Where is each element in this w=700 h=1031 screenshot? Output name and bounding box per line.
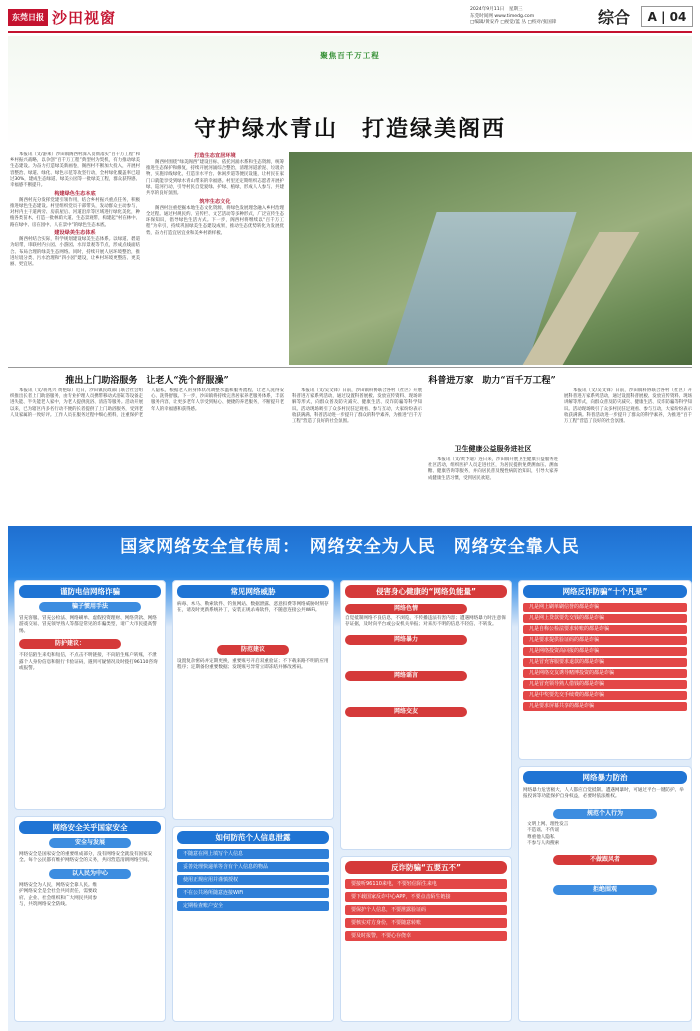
site-url[interactable]: 东莞时间网 www.timedg.com — [470, 13, 535, 19]
panel-title: 网络反诈防骗“十个凡是” — [523, 585, 687, 598]
five-dos-list — [345, 879, 507, 941]
section-label: 综合 — [598, 8, 631, 27]
page-title: 沙田视窗 — [52, 8, 117, 27]
panel-subtitle: 不做跟风者 — [553, 855, 657, 865]
article-body — [292, 388, 422, 520]
section-body: 阁西村结合实际，科学规划建设绿美生态体系。以绿道、碧道为纽带，串联村内公园、小游园、水岸景观等节点，形成点线面结合、布局合理的绿美生态网络。同时，持续开展人居环境整治，推进垃圾分类、污水治理和“四小园”建设，让乡村环境更整洁、更美丽、更宜居。 — [10, 237, 140, 268]
list-item: 凡是网上贷款要先交钱的都是诈骗 — [523, 614, 687, 623]
sub-article-headline: 卫生健康公益服务进社区 — [454, 444, 532, 453]
panel-title: 如何防范个人信息泄露 — [177, 831, 329, 844]
list-item: 凡是冒充领导熟人借钱的都是诈骗 — [523, 680, 687, 689]
panel-subtitle: 防护建议： — [19, 639, 121, 649]
list-item: 要下载国家反诈中心APP，不要点击陌生链接 — [345, 892, 507, 902]
section-heading: 打造生态宜居环境 — [194, 153, 236, 159]
panel-subtitle: 以人民为中心 — [49, 869, 131, 879]
issue-date: 2024年9月11日 星期三 — [470, 7, 523, 12]
list-item: 妥善处理快递单等含有个人信息的物品 — [177, 862, 329, 872]
panel-network-threats — [172, 580, 334, 820]
panel-text: 病毒、木马、勒索软件、钓鱼网站、数据泄露、恶意扣费等网络威胁时刻存在，请及时更新系统补丁，安装正规杀毒软件，不随意连接公共WiFi。 — [177, 602, 329, 614]
article-headline: 推出上门助浴服务 让老人“洗个舒服澡” — [65, 376, 229, 386]
panel-text: 设置复杂密码并定期更换，重要账号开启双重验证；不下载来路不明的应用程序；定期备份重要数据；发现账号异常立即冻结并修改密码。 — [177, 658, 329, 671]
section-body: 阁西村注重挖掘本地生态文化资源，将绿色发展理念融入乡村治理全过程。通过村规民约、宣传栏、文艺活动等多种形式，广泛宣传生态环保知识，倡导绿色生活方式。下一步，阁西村将继续以“百千万工程”为牵引，持续巩固绿美生态建设成果，推动生态优势转化为发展优势，奋力打造宜居宜业和美乡村新样板。 — [146, 205, 284, 236]
behavior-item: 不造谣、不传谣 — [527, 828, 560, 834]
behavior-item: 尊重他人隐私 — [527, 834, 555, 840]
panel-title: 谨防电信网络诈骗 — [19, 585, 161, 598]
list-item: 不随意在网上填写个人信息 — [177, 849, 329, 859]
feature-column-1 — [10, 152, 140, 362]
threat-item: 网络谣言 — [345, 671, 467, 681]
divider — [8, 367, 692, 368]
threat-item: 网络色情 — [345, 604, 467, 614]
list-item: 凡是自称公检法要求转账的都是诈骗 — [523, 625, 687, 634]
section-body: 阁西村围绕“绿美阁西”建设目标，依托河涌水系和生态资源，统筹推进生态保护和修复，持续开展河涌综合整治，清理河道淤泥、垃圾杂物，实施岸线绿化，打造亲水平台、休闲步道等便民设施，让村民在家门口就能享受到绿水青山带来的幸福感。村里还定期组织志愿者开展护绿、巡河行动，引导村民自觉爱绿、护绿、植绿，形成人人参与、共建共享的良好氛围。 — [146, 160, 284, 197]
panel-ten-rules — [518, 580, 692, 760]
list-item: 凡是要求提供验证码的都是诈骗 — [523, 636, 687, 645]
editor-credits: □编辑/黄安乔 □视觉/蓝 丛 □校对/张国锋 — [470, 20, 557, 25]
panel-five-dos — [340, 856, 512, 1022]
panel-title: 侵害身心健康的“网络负能量” — [345, 585, 507, 598]
panel-title: 网络安全关乎国家安全 — [19, 821, 161, 834]
page-number: A | 04 — [641, 6, 693, 27]
article-text: 本报讯（文/吴文锋）日前，沙田镇科协联合各村（社区）开展科普进万家系列活动，通过设置科普展板、发放宣传资料、现场讲解等形式，向群众普及防灾减灾、健康生活、反诈防骗等科学知识。活动现场吸引了众多村民驻足观看、参与互动，大家纷纷表示收获满满。科普活动进一步提升了群众的科学素养，为推进“百千万工程”营造了良好的社会氛围。 — [292, 388, 422, 425]
feature-headline: 守护绿水青山 打造绿美阁西 — [193, 116, 506, 142]
panel-national-security — [14, 816, 166, 1022]
panel-telecom-fraud — [14, 580, 166, 810]
list-item: 凡是网上刷单刷信誉的都是诈骗 — [523, 603, 687, 612]
list-item: 要核实对方身份，不要随意转账 — [345, 918, 507, 928]
section-heading: 构建绿色生态本底 — [54, 190, 96, 197]
topic-tag: 聚焦百千万工程 — [320, 51, 380, 60]
article-headline: 科普进万家 助力“百千万工程” — [428, 376, 556, 386]
sub-article — [428, 388, 558, 520]
threat-item: 网络交友 — [345, 707, 467, 717]
list-item: 不在公共场所随意连接WiFi — [177, 888, 329, 898]
panel-negative-energy — [340, 580, 512, 850]
section-body: 阁西村充分发挥党建引领作用，结合乡村振兴重点任务，积极推进绿色生态建设。村里组织党员干部带头，发动群众主动参与，对村内主干道两旁、房前屋后、河道沿岸等区域进行绿化美化，种植各类苗木，打造一批林荫大道、生态景观带，构建起“村在林中、路在绿中、房在园中、人在景中”的绿色生态本底。 — [10, 197, 140, 228]
article-body — [10, 388, 284, 520]
panel-title: 反诈防骗“五要五不” — [345, 861, 507, 874]
feature-intro: 本报讯（文/游莱）沙田镇阁西村深入贯彻落实“百千万工程”和乡村振兴战略，以争创“百千万工程”典型村为契机，有力推动绿美生态建设。为奋力打造绿美新画卷，阁西村不断加大投入，开展村容整治、绿道、绿化、绿色示范等攻坚行动，全村绿化覆盖率已超过30%，建成生态绿道、绿美公园等一批绿美工程，群众获得感、幸福感不断提升。 — [10, 152, 140, 189]
list-item: 凡是要求屏幕共享的都是诈骗 — [523, 702, 687, 711]
panel-text: 不轻信陌生来电和短信，不点击不明链接，不向陌生账户转账，不泄露个人身份信息和银行卡验证码，遇到可疑情况及时拨打96110咨询或报警。 — [19, 653, 158, 672]
panel-text: 网络安全为人民，网络安全靠人民。维护网络安全是全社会共同责任，需要政府、企业、社会组织和广大网民共同参与，共筑网络安全防线。 — [19, 882, 98, 908]
threat-item: 网络暴力 — [345, 635, 467, 645]
panel-text: 网络安全是国家安全的重要组成部分，没有网络安全就没有国家安全。每个公民都有维护网络安全的义务，共同营造清朗网络空间。 — [19, 852, 153, 864]
behavior-item: 不参与人肉搜索 — [527, 841, 560, 847]
list-item: 要保护个人信息，不要泄露验证码 — [345, 905, 507, 915]
panel-title: 常见网络威胁 — [177, 585, 329, 598]
ten-rules-list — [523, 603, 687, 711]
section-heading: 筑牢生态文化 — [199, 198, 231, 205]
list-item: 凡是网络投资高回报的都是诈骗 — [523, 647, 687, 656]
masthead — [8, 5, 116, 29]
panel-subtitle: 防范建议 — [217, 645, 289, 655]
article-text: 本报讯（文/蒋兆兴 黄艳琼）近日，沙田镇民政部门联合社会组织推出长者上门助浴服务，由专业护理人员携带移动式浴缸等设备走进失能、半失能老人家中，为老人提供洗浴、清洁等服务。活动开展以来，已为辖区内多名行动不便的长者提供了上门助浴服务，受到老人及家属的一致好评。工作人员在服务过程中细心照料，注重保护老人隐私，根据老人的身体状况调整水温和服务流程，让老人洗得安心、洗得舒服。下一步，沙田镇将持续完善居家养老服务体系，丰富服务内容，让更多老年人享受到贴心、便捷的养老服务，不断提升老年人的幸福感和获得感。 — [10, 388, 284, 418]
panel-subtitle: 规范个人行为 — [553, 809, 657, 819]
panel-title: 网络暴力防治 — [523, 771, 687, 784]
panel-text: 冒充客服、冒充公检法、网络刷单、虚假投资理财、网络贷款、网络游戏交易、冒充领导熟人等都是常见的诈骗类型，请广大市民提高警惕。 — [19, 616, 157, 634]
section-heading: 建设绿美生态体系 — [54, 230, 96, 237]
list-item: 凡是冒充客服要求退款的都是诈骗 — [523, 658, 687, 667]
article-text: 本报讯（文/吴文锋）日前，沙田镇科协联合各村（社区）开展科普进万家系列活动，通过设置科普展板、发放宣传资料、现场讲解等形式，向群众普及防灾减灾、健康生活、反诈防骗等科学知识。活动现场吸引了众多村民驻足观看、参与互动，大家纷纷表示收获满满。科普活动进一步提升了群众的科学素养，为推进“百千万工程”营造了良好的社会氛围。 — [564, 388, 692, 425]
list-item: 凡是网络交友诱导赌博投资的都是诈骗 — [523, 669, 687, 678]
panel-subtitle: 拒绝围观 — [553, 885, 657, 895]
sub-article-text: 本报讯（文/黄予迪）连日来，沙田镇开展卫生健康公益服务进社区活动，组织医护人员走进社区，为居民提供免费测血压、测血糖、健康咨询等服务，并向居民普及慢性病防治知识，引导大家养成健康生活习惯，受到居民欢迎。 — [428, 457, 558, 481]
list-item: 使用正规应用并谨慎授权 — [177, 875, 329, 885]
panel-cyberbullying — [518, 766, 692, 1022]
list-item: 要接听96110来电，不要轻信陌生来电 — [345, 879, 507, 889]
list-item: 凡是中奖要先交手续费的都是诈骗 — [523, 691, 687, 700]
list-item: 定期检查账户安全 — [177, 901, 329, 911]
feature-column-2 — [146, 152, 284, 362]
panel-privacy — [172, 826, 334, 1022]
newspaper-logo: 东莞日报 — [8, 9, 48, 26]
river-landscape-photo — [289, 152, 692, 365]
masthead-rule — [8, 31, 692, 33]
banner-title: 国家网络安全宣传周： 网络安全为人民 网络安全靠人民 — [120, 537, 580, 557]
article-continued — [564, 388, 692, 520]
panel-subtitle: 安全与发展 — [49, 838, 131, 848]
privacy-list — [177, 849, 329, 911]
list-item: 要及时报警，不要心存侥幸 — [345, 931, 507, 941]
behavior-item: 文明上网、理性发言 — [527, 821, 569, 827]
masthead-info — [470, 7, 598, 27]
panel-text: 网络暴力危害极大，人人都应自觉抵制。遭遇网暴时，可通过平台一键防护、举报投诉等功能保护自身权益，必要时依法维权。 — [523, 788, 684, 800]
panel-text: 自觉抵制网络不良信息，不浏览、不传播违法有害内容；遭遇网络暴力时注意保存证据，及时向平台或公安机关举报；对来历不明的信息不轻信、不转发。 — [345, 616, 506, 628]
panel-subtitle: 骗子惯用手法 — [39, 602, 141, 612]
